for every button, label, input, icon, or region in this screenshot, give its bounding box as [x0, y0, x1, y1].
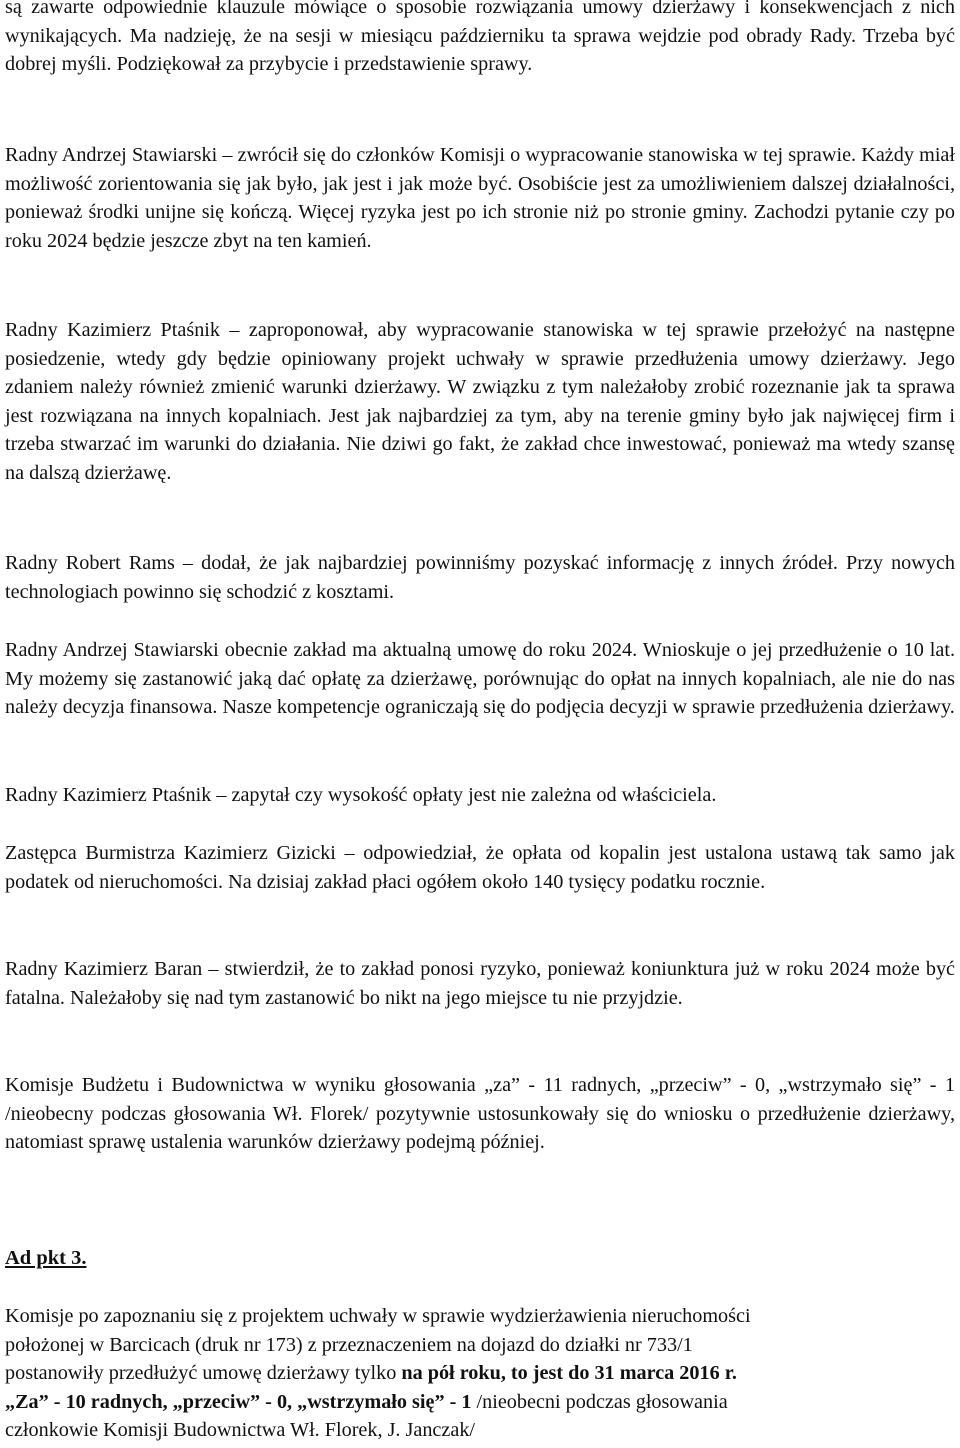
paragraph-2: Radny Andrzej Stawiarski – zwrócił się do członków Komisji o wypracowanie stanowiska w tej sprawie. Każdy miał możliwość zorientowania się jak było, jak jest i jak może być. Osobiście jest za umożliwieniem dalszej działalności, ponieważ środki unijne się kończą. Więcej ryzyka jest po ich stronie niż po stronie gminy. Zachodzi pytanie czy po roku 2024 będzie jeszcze zbyt na ten kamień.	[5, 144, 955, 252]
final-line-5: członkowie Komisji Budownictwa Wł. Florek, J. Janczak/	[5, 1419, 476, 1441]
section-heading: Ad pkt 3.	[5, 1247, 87, 1269]
final-line-1: Komisje po zapoznaniu się z projektem uchwały w sprawie wydzierżawienia nieruchomości	[5, 1305, 751, 1327]
paragraph-7: Zastępca Burmistrza Kazimierz Gizicki – odpowiedział, że opłata od kopalin jest ustalona ustawą tak samo jak podatek od nieruchomości. Na dzisiaj zakład płaci ogółem około 140 tysięcy podatku rocznie.	[5, 842, 955, 893]
paragraph-1: są zawarte odpowiednie klauzule mówiące o sposobie rozwiązania umowy dzierżawy i konsekwencjach z nich wynikających. Ma nadzieję, że na sesji w miesiącu październiku ta sprawa wejdzie pod obrady Rady. Trzeba być dobrej myśli. Podziękował za przybycie i przedstawienie sprawy.	[5, 0, 955, 75]
final-line-4	[5, 1388, 955, 1417]
paragraph-8: Radny Kazimierz Baran – stwierdził, że to zakład ponosi ryzyko, ponieważ koniunktura już w roku 2024 może być fatalna. Należałoby się nad tym zastanowić bo nikt na jego miejsce tu nie przyjdzie.	[5, 958, 955, 1009]
paragraph-3: Radny Kazimierz Ptaśnik – zaproponował, aby wypracowanie stanowiska w tej sprawie przełożyć na następne posiedzenie, wtedy gdy będzie opiniowany projekt uchwały w sprawie przedłużenia umowy dzierżawy. Jego zdaniem należy również zmienić warunki dzierżawy. W związku z tym należałoby zrobić rozeznanie jak ta sprawa jest rozwiązana na innych kopalniach. Jest jak najbardziej za tym, aby na terenie gminy było jak najwięcej firm i trzeba stwarzać im warunki do działania. Nie dziwi go fakt, że zakład chce inwestować, ponieważ ma wtedy szansę na dalszą dzierżawę.	[5, 319, 955, 484]
final-line-3	[5, 1359, 955, 1388]
final-line-4-bold: „Za” - 10 radnych, „przeciw” - 0, „wstrzymało się” - 1	[5, 1390, 472, 1413]
final-line-3-bold: na pół roku, to jest do 31 marca 2016 r.	[401, 1362, 737, 1384]
final-paragraph	[5, 1302, 955, 1445]
paragraph-5: Radny Andrzej Stawiarski obecnie zakład ma aktualną umowę do roku 2024. Wnioskuje o jej przedłużenie o 10 lat. My możemy się zastanowić jaką dać opłatę za dzierżawę, porównując do opłat na innych kopalniach, ale nie do nas należy decyzja finansowa. Nasze kompetencje ograniczają się do podjęcia decyzji w sprawie przedłużenia dzierżawy.	[5, 639, 955, 718]
final-line-2: położonej w Barcicach (druk nr 173) z przeznaczeniem na dojazd do działki nr 733/1	[5, 1333, 693, 1356]
paragraph-6: Radny Kazimierz Ptaśnik – zapytał czy wysokość opłaty jest nie zależna od właściciela.	[5, 784, 717, 806]
final-line-4-text: /nieobecni podczas głosowania	[471, 1390, 728, 1413]
paragraph-9: Komisje Budżetu i Budownictwa w wyniku głosowania „za” - 11 radnych, „przeciw” - 0, „wstrzymało się” - 1 /nieobecny podczas głosowania Wł. Florek/ pozytywnie ustosunkowały się do wniosku o przedłużenie dzierżawy, natomiast sprawę ustalenia warunków dzierżawy podejmą później.	[5, 1074, 955, 1153]
final-line-3-text: postanowiły przedłużyć umowę dzierżawy tylko	[5, 1362, 402, 1384]
paragraph-4: Radny Robert Rams – dodał, że jak najbardziej powinniśmy pozyskać informację z innych źródeł. Przy nowych technologiach powinno się schodzić z kosztami.	[5, 552, 955, 603]
